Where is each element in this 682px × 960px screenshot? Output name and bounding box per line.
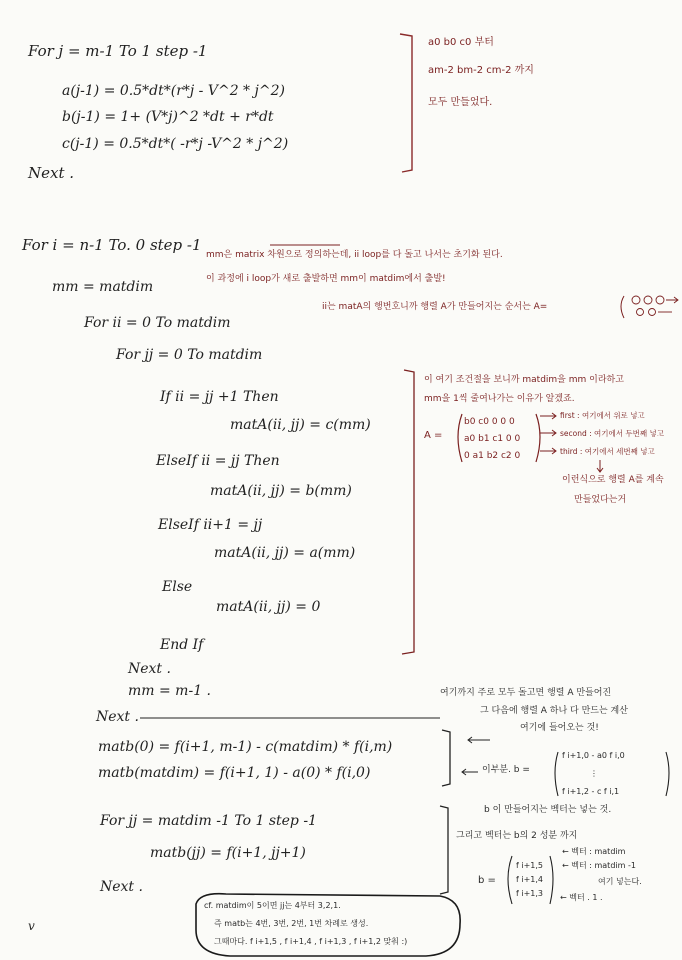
matrix-label-second: second : 여기에서 두번째 넣고 <box>560 429 665 438</box>
matrix-label-continue: 이런식으로 행렬 A를 계속 <box>562 475 664 485</box>
bubble-line3: 그때마다. f i+1,5 , f i+1,4 , f i+1,3 , f i+1,2 맞춰 :) <box>214 937 408 946</box>
matb-zero: matb(0) = f(i+1, m-1) - c(matdim) * f(i,m) <box>98 739 393 755</box>
b-vector-entry-3: f i+1,2 - c f i,1 <box>562 787 620 796</box>
matrix-a-eq: A = <box>424 430 443 441</box>
note1-line3: 모두 만들었다. <box>428 97 493 108</box>
arrow-second-icon <box>540 430 556 436</box>
b-entry-4: f i+1,4 <box>516 875 544 884</box>
bubble-outline <box>196 894 460 956</box>
b-vector-eq-2: b = <box>478 875 496 886</box>
next-jj: Next . <box>128 661 171 677</box>
for-i-loop: For i = n-1 To. 0 step -1 <box>22 236 202 254</box>
note5-line5: 그리고 벡터는 b의 2 성분 까지 <box>456 831 578 841</box>
matrix-label-first: first : 여기에서 위로 넣고 <box>560 411 645 420</box>
elseif-clause-2: ElseIf ii+1 = jj <box>158 517 263 533</box>
matrix-paren-right <box>536 414 540 462</box>
bracket-block2 <box>402 370 414 654</box>
elseif-body-2: matA(ii, jj) = a(mm) <box>214 545 356 561</box>
for-jj-loop-2: For jj = matdim -1 To 1 step -1 <box>100 813 317 829</box>
b-vector-entry-2: ⋮ <box>590 769 598 778</box>
matrix-row-2: a0 b1 c1 0 0 <box>464 434 521 444</box>
note2-line1: mm은 matrix 차원으로 정의하는데, ii loop를 다 돌고 나서는 초기화 된다. <box>206 250 503 260</box>
a-assign: a(j-1) = 0.5*dt*(r*j - V^2 * j^2) <box>62 83 285 99</box>
arrow-left-icon <box>468 737 490 743</box>
bubble-line2: 즉 matb는 4번, 3번, 2번, 1번 차례로 생성. <box>214 919 369 928</box>
matrix-label-third: third : 여기에서 세번째 넣고 <box>560 447 655 456</box>
arrow-first-icon <box>540 413 556 419</box>
note4-line2: mm을 1씩 줄여나가는 이유가 알겠죠. <box>424 394 575 404</box>
b-vector-label: 이부분. b = <box>482 765 530 775</box>
note5-line4: b 이 만들어지는 벡터는 넣는 것. <box>484 805 612 815</box>
matb-jj-assign: matb(jj) = f(i+1, jj+1) <box>150 845 306 861</box>
b-vector-paren-right <box>666 752 669 796</box>
next-ii: Next . <box>96 709 139 725</box>
next-1: Next . <box>28 164 75 182</box>
b-label-one: ← 벡터 . 1 . <box>560 893 603 902</box>
sequence-dot-icon <box>637 309 644 316</box>
elseif-body-1: matA(ii, jj) = b(mm) <box>210 483 352 499</box>
note1-line2: am-2 bm-2 cm-2 까지 <box>428 65 534 76</box>
note1-line1: a0 b0 c0 부터 <box>428 37 494 48</box>
note2-line2: 이 과정에 i loop가 새로 출발하면 mm이 matdim에서 출발! <box>206 274 446 284</box>
c-assign: c(j-1) = 0.5*dt*( -r*j -V^2 * j^2) <box>62 136 289 152</box>
for-ii-loop: For ii = 0 To matdim <box>84 315 231 331</box>
note4-line1: 이 여기 조건절을 보니까 matdim을 mm 이라하고 <box>424 375 624 385</box>
b-label-matdim: ← 벡터 : matdim <box>562 847 626 856</box>
if-body: matA(ii, jj) = c(mm) <box>230 417 371 433</box>
for-jj-loop: For jj = 0 To matdim <box>116 347 263 363</box>
arrow-third-icon <box>540 448 556 454</box>
sequence-dot-icon <box>656 296 664 304</box>
next-3: Next . <box>100 879 143 895</box>
sequence-dot-icon <box>632 296 640 304</box>
mm-assign: mm = matdim <box>52 279 154 295</box>
arrow-left-icon <box>462 769 478 775</box>
b-label-insert: 여기 넣는다. <box>598 877 642 886</box>
matrix-row-1: b0 c0 0 0 0 <box>464 417 515 427</box>
sequence-paren-icon <box>621 296 624 318</box>
if-clause: If ii = jj +1 Then <box>160 389 279 405</box>
bracket-matb <box>442 730 450 786</box>
arrow-down-icon <box>597 460 603 472</box>
matb-matdim: matb(matdim) = f(i+1, 1) - a(0) * f(i,0) <box>98 765 371 781</box>
margin-mark: v <box>28 919 35 933</box>
b-vector-paren-left <box>555 752 558 796</box>
note5-line1: 여기까지 주로 모두 돌고면 행렬 A 만들어진 <box>440 688 612 698</box>
bubble-line1: cf. matdim이 5이면 jj는 4부터 3,2,1. <box>204 901 341 910</box>
matrix-paren-left <box>458 414 462 462</box>
matrix-label-done: 만들었다는거 <box>574 495 627 505</box>
matrix-row-3: 0 a1 b2 c2 0 <box>464 451 521 461</box>
b-assign: b(j-1) = 1+ (V*j)^2 *dt + r*dt <box>62 109 274 125</box>
note5-line2: 그 다음에 행렬 A 하나 다 만드는 계산 <box>480 706 628 716</box>
bracket-loop3 <box>440 806 448 894</box>
sequence-dot-icon <box>644 296 652 304</box>
b-label-matdim-minus: ← 벡터 : matdim -1 <box>562 861 636 870</box>
b-entry-5: f i+1,5 <box>516 861 544 870</box>
bracket-block1 <box>400 34 412 172</box>
sequence-dot-icon <box>649 309 656 316</box>
else-clause: Else <box>162 579 193 595</box>
for-j-loop: For j = m-1 To 1 step -1 <box>28 42 208 60</box>
elseif-clause-1: ElseIf ii = jj Then <box>156 453 280 469</box>
b-vector-entry-1: f i+1,0 - a0 f i,0 <box>562 751 625 760</box>
note5-line3: 여기에 들어오는 것! <box>520 723 599 733</box>
note3-text: ii는 matA의 행번호니까 행렬 A가 만들어지는 순서는 A= <box>322 302 548 312</box>
sequence-arrow-icon <box>666 297 678 303</box>
end-if: End If <box>160 637 204 653</box>
b-entry-3: f i+1,3 <box>516 889 544 898</box>
b-vector2-paren-right <box>550 856 553 904</box>
mm-decrement: mm = m-1 . <box>128 683 211 699</box>
else-body: matA(ii, jj) = 0 <box>216 599 321 615</box>
b-vector2-paren-left <box>508 856 512 904</box>
